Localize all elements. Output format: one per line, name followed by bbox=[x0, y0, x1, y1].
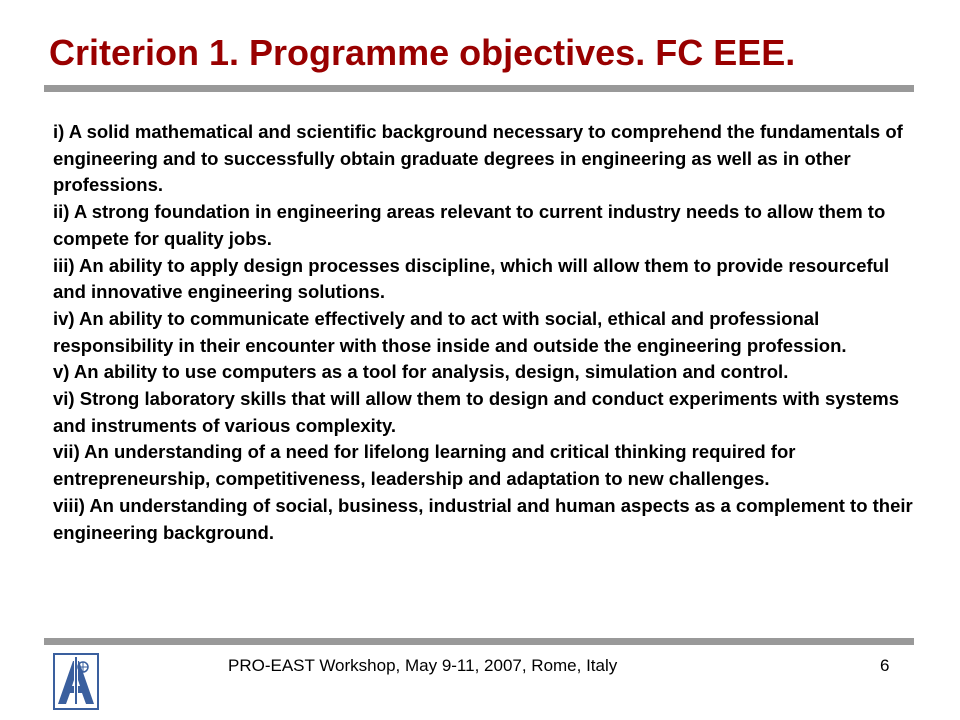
objective-item: v) An ability to use computers as a tool for analysis, design, simulation and control. bbox=[53, 361, 789, 383]
objectives-list bbox=[53, 119, 913, 546]
university-logo-icon bbox=[53, 653, 99, 710]
objective-item: iii) An ability to apply design processes discipline, which will allow them to provide resourceful and innovative engineering solutions. bbox=[53, 254, 890, 303]
objective-item: ii) A strong foundation in engineering areas relevant to current industry needs to allow them to compete for quality jobs. bbox=[53, 201, 886, 249]
page-number: 6 bbox=[880, 656, 890, 675]
footer-divider bbox=[44, 638, 914, 645]
objective-item: i) A solid mathematical and scientific background necessary to comprehend the fundamentals of engineering and to successfully obtain graduate degrees in engineering as well as in other professions. bbox=[53, 121, 903, 196]
footer-text: PRO-EAST Workshop, May 9-11, 2007, Rome, Italy bbox=[228, 656, 618, 675]
objective-item: viii) An understanding of social, business, industrial and human aspects as a complement to their engineering background. bbox=[53, 494, 913, 543]
objective-item: iv) An ability to communicate effectively and to act with social, ethical and professional responsibility in their encounter with those inside and outside the engineering profession. bbox=[53, 307, 847, 356]
objective-item: vii) An understanding of a need for lifelong learning and critical thinking required for entrepreneurship, competitiveness, leadership and adaptation to new challenges. bbox=[53, 441, 796, 490]
title-divider bbox=[44, 85, 914, 92]
slide-title: Criterion 1. Programme objectives. FC EEE. bbox=[49, 32, 796, 73]
objective-item: vi) Strong laboratory skills that will allow them to design and conduct experiments with systems and instruments of various complexity. bbox=[53, 388, 900, 436]
